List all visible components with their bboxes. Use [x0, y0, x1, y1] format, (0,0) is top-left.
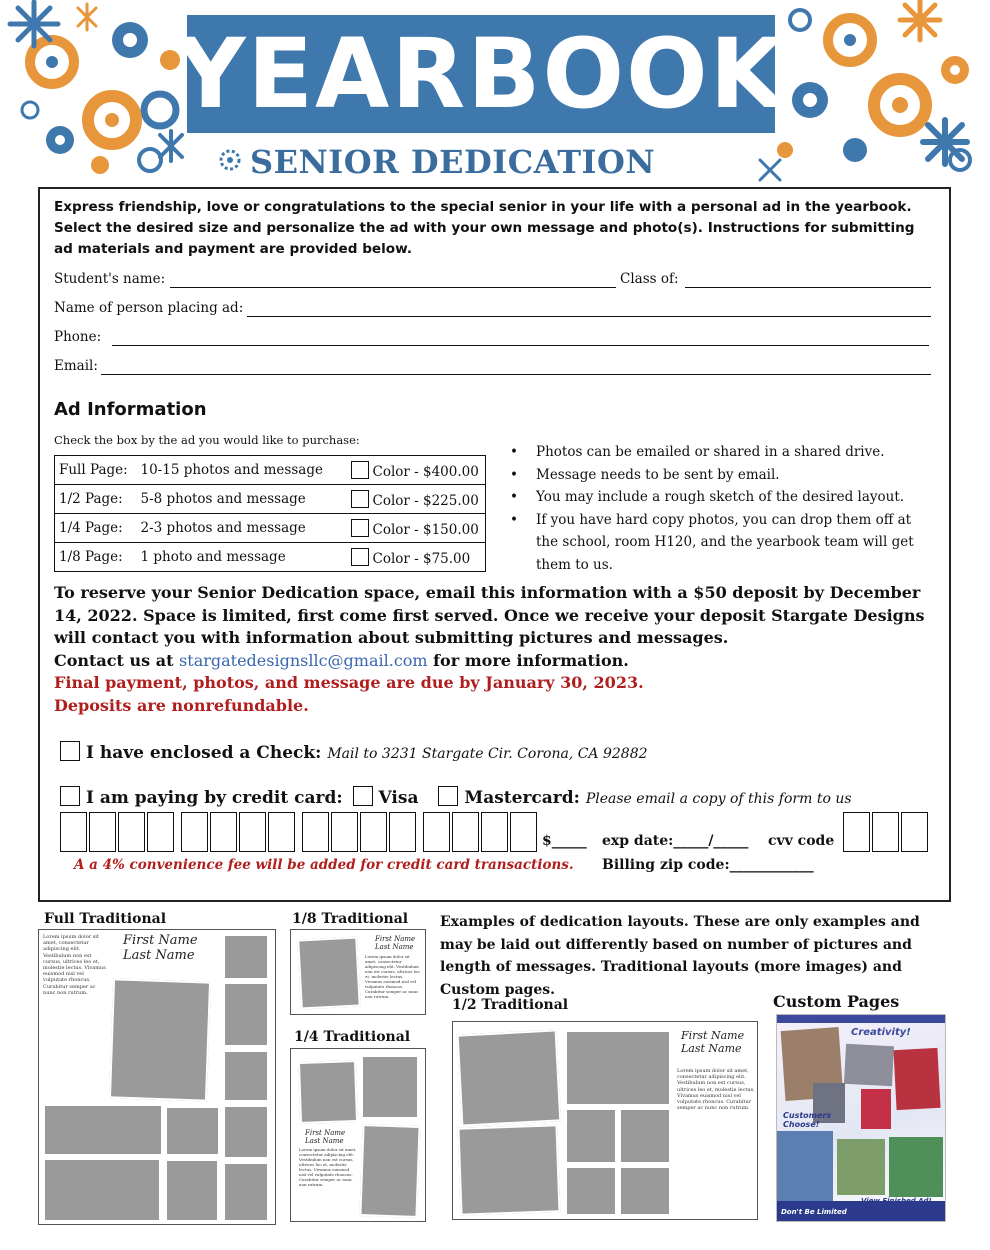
last-name: Last Name [123, 947, 195, 963]
eighth-traditional-title: 1/8 Traditional [292, 911, 409, 927]
ad-price: Color - $225.00 [372, 492, 479, 509]
email-field[interactable] [101, 374, 931, 375]
convenience-fee-note: A a 4% convenience fee will be added for credit card transactions. [74, 857, 574, 873]
custom-photo [837, 1139, 885, 1195]
ad-price: Color - $75.00 [372, 550, 471, 567]
placer-name-label: Name of person placing ad: [54, 300, 244, 316]
last-name: Last Name [305, 1137, 344, 1146]
ad-option-eighth [55, 543, 486, 572]
custom-photo [777, 1131, 833, 1205]
example-name [305, 1129, 345, 1145]
custom-photo [889, 1137, 943, 1197]
visa-checkbox[interactable] [353, 786, 373, 806]
quarter-traditional-title: 1/4 Traditional [294, 1029, 411, 1045]
custom-pages-title: Custom Pages [773, 992, 900, 1011]
examples-description: Examples of dedication layouts. These are only examples and may be laid out differently based on number of pictures and length of messages. Traditional layouts (more images) and Custom pages. [440, 914, 920, 999]
exp-date-field[interactable]: exp date:_____/_____ [602, 833, 749, 849]
phone-label: Phone: [54, 329, 102, 345]
ad-checkbox-half[interactable] [351, 490, 369, 508]
photo-placeholder [457, 1029, 562, 1126]
check-checkbox[interactable] [60, 741, 80, 761]
billing-zip-field[interactable]: Billing zip code:____________ [602, 857, 814, 873]
last-name: Last Name [375, 943, 414, 952]
title-banner [175, 15, 787, 133]
ad-size: 1/4 Page: [55, 514, 137, 543]
photo-placeholder [619, 1166, 671, 1216]
phone-field[interactable] [112, 345, 929, 346]
list-item: • If you have hard copy photos, you can drop them off at the school, room H120, and the yearbook team will get them to us. [510, 509, 930, 577]
class-of-label: Class of: [620, 271, 679, 287]
nonrefundable-text: Deposits are nonrefundable. [54, 695, 309, 715]
photo-placeholder [223, 934, 269, 980]
custom-caption: Customers Choose! [783, 1111, 832, 1129]
intro-text: Express friendship, love or congratulations to the special senior in your life with a personal ad in the yearbook. Select the desired size and personalize the ad with your own message and photo(s). Instructions for submitting ad materials and payment are provided below. [54, 199, 915, 257]
example-body-text: Lorem ipsum dolor sit amet, consectetur adipiscing elit. Vestibulum non est cursus, ultrices leo et, molestie lectus. Vivamus euismod nisl vel vulputate rhoncus. Curabitur semper ac nunc non rutrum. [365, 954, 420, 999]
ad-checkbox-eighth[interactable] [351, 548, 369, 566]
photo-placeholder [43, 1104, 163, 1156]
ad-option-half [55, 485, 486, 514]
email-label: Email: [54, 358, 98, 374]
subtitle-dots [221, 151, 239, 169]
due-date-text: Final payment, photos, and message are due by January 30, 2023. [54, 673, 644, 693]
left-decoration [10, 2, 182, 174]
example-name [375, 935, 415, 951]
contact-suffix: for more information. [433, 650, 629, 670]
custom-caption: Creativity! [851, 1027, 911, 1038]
ad-content: 2-3 photos and message [137, 514, 347, 543]
example-body-text: Lorem ipsum dolor sit amet, consectetur adipiscing elit. Vestibulum non est cursus, ultrices leo et, molestie lectus. Vivamus euismod nisl vel vulputate rhoncus. Curabitur semper ac nunc non rutrum. [299, 1147, 357, 1187]
ad-price: Color - $400.00 [372, 463, 479, 480]
half-traditional-example [452, 1021, 758, 1220]
ad-price: Color - $150.00 [372, 521, 479, 538]
photo-placeholder [361, 1055, 419, 1119]
page-subtitle: SENIOR DEDICATION [250, 143, 656, 181]
ad-information-heading: Ad Information [54, 399, 207, 420]
ad-options-table [54, 455, 486, 572]
right-decoration [760, 0, 970, 180]
ad-option-full [55, 456, 486, 485]
student-name-label: Student's name: [54, 271, 166, 287]
custom-caption: View Finished Ad! [861, 1197, 932, 1205]
example-body-text: Lorem ipsum dolor sit amet, consectetur adipiscing elit. Vestibulum non est cursus, ultrices leo et, molestie lectus. Vivamus euismod nisl vel vulputate rhoncus. Curabitur semper ac nunc non rutrum. [43, 934, 106, 996]
cvv-label: cvv code [768, 833, 835, 849]
contact-email-link[interactable]: stargatedesignsllc@gmail.com [179, 650, 428, 670]
example-name [123, 934, 198, 964]
list-item: • You may include a rough sketch of the desired layout. [510, 486, 930, 509]
class-of-field[interactable] [685, 287, 931, 288]
ad-size: Full Page: [55, 456, 137, 485]
first-name: First Name [681, 1029, 745, 1042]
card-payment-row [60, 786, 852, 808]
reservation-text: To reserve your Senior Dedication space, email this information with a $50 deposit by December 14, 2022. Space is limited, first come first served. Once we receive your deposit Stargate Designs will contact you with information about submitting pictures and messages. [54, 583, 925, 648]
photo-placeholder [457, 1124, 560, 1215]
full-traditional-example [38, 929, 276, 1225]
credit-card-checkbox[interactable] [60, 786, 80, 806]
reservation-info [54, 582, 944, 718]
ad-content: 10-15 photos and message [137, 456, 347, 485]
card-email-note: Please email a copy of this form to us [585, 791, 852, 807]
custom-photo [844, 1044, 894, 1086]
ad-checkbox-quarter[interactable] [351, 519, 369, 537]
photo-placeholder [359, 1124, 420, 1218]
photo-placeholder [43, 1158, 161, 1222]
photo-placeholder [165, 1159, 219, 1222]
first-name: First Name [375, 935, 416, 943]
ad-size: 1/2 Page: [55, 485, 137, 514]
last-name: Last Name [681, 1041, 742, 1055]
contact-line [54, 650, 944, 673]
custom-page-example [776, 1014, 946, 1222]
mastercard-checkbox[interactable] [438, 786, 458, 806]
student-name-field[interactable] [170, 287, 616, 288]
visa-label: Visa [378, 788, 419, 808]
list-item: • Message needs to be sent by email. [510, 464, 930, 487]
photo-placeholder [565, 1030, 671, 1106]
placer-name-field[interactable] [247, 316, 931, 317]
photo-placeholder [223, 1105, 269, 1159]
header [0, 0, 990, 185]
photo-placeholder [297, 936, 361, 1009]
example-body-text: Lorem ipsum dolor sit amet, consectetur adipiscing elit. Vestibulum non est cursus, ultrices leo et, molestie lectus. Vivamus euismod nisl vel vulputate rhoncus. Curabitur semper ac nunc non rutrum. [677, 1068, 755, 1112]
credit-card-label: I am paying by credit card: [86, 788, 343, 808]
ad-size: 1/8 Page: [55, 543, 137, 572]
photo-placeholder [298, 1060, 358, 1124]
photo-placeholder [565, 1166, 617, 1216]
ad-content: 1 photo and message [137, 543, 347, 572]
mastercard-label: Mastercard: [464, 788, 580, 808]
photo-placeholder [565, 1108, 617, 1164]
first-name: First Name [123, 933, 198, 948]
ad-content: 5-8 photos and message [137, 485, 347, 514]
photo-placeholder [223, 1050, 269, 1102]
ad-notes-list [510, 441, 930, 577]
check-mail-note: Mail to 3231 Stargate Cir. Corona, CA 92882 [327, 746, 648, 762]
custom-caption: Don't Be Limited [781, 1208, 847, 1216]
amount-field[interactable]: $_____ [542, 833, 587, 849]
photo-placeholder [165, 1106, 220, 1156]
quarter-traditional-example [290, 1048, 426, 1222]
ad-option-quarter [55, 514, 486, 543]
custom-photo [861, 1089, 891, 1129]
list-item: • Photos can be emailed or shared in a shared drive. [510, 441, 930, 464]
photo-placeholder [223, 982, 269, 1047]
ad-instruction: Check the box by the ad you would like to purchase: [54, 433, 360, 447]
check-label: I have enclosed a Check: [86, 743, 322, 763]
example-name [681, 1030, 744, 1055]
custom-photo [893, 1048, 940, 1110]
contact-prefix: Contact us at [54, 650, 174, 670]
check-payment-row [60, 741, 648, 763]
ad-checkbox-full[interactable] [351, 461, 369, 479]
half-traditional-title: 1/2 Traditional [452, 997, 569, 1013]
eighth-traditional-example [290, 929, 426, 1015]
photo-placeholder [223, 1162, 269, 1222]
first-name: First Name [305, 1129, 346, 1137]
photo-placeholder [619, 1108, 671, 1164]
order-form [38, 187, 951, 902]
full-traditional-title: Full Traditional [44, 911, 167, 927]
photo-placeholder [109, 978, 211, 1101]
page-title: YEARBOOK [175, 18, 787, 130]
